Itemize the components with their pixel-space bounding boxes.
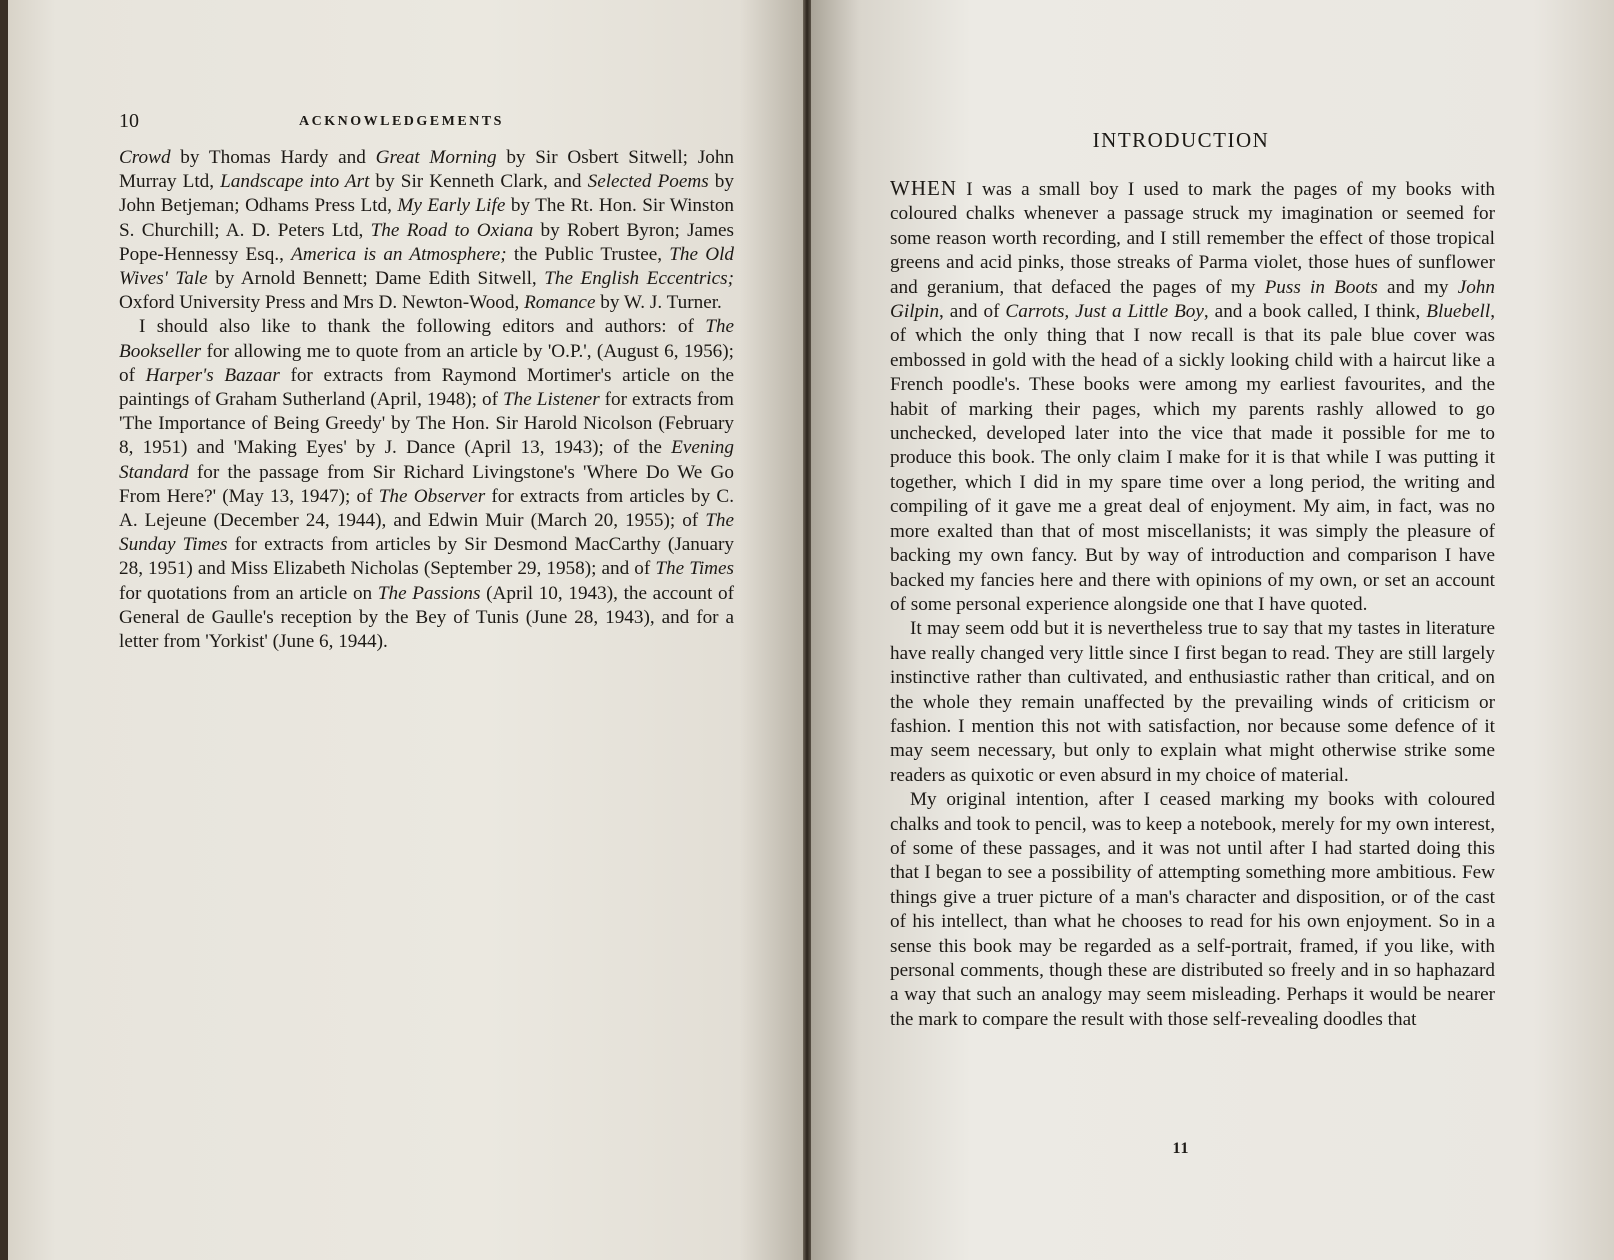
- page-number-right: 11: [1172, 1140, 1190, 1157]
- text-run: It may seem odd but it is nevertheless true to say that my tastes in literature have really changed very little since I first began to read. They are still largely instinctive rather than cultivated, and enthusiastic rather than critical, and on the whole they remain unaffected by the prevailing winds of criticism or fashion. I mention this not with satisfaction, nor because some defence of it may seem necessary, but only to explain what might otherwise strike some readers as quixotic or even absurd in my choice of material.: [890, 618, 1495, 786]
- text-run: by Sir Kenneth Clark, and: [369, 171, 588, 193]
- italic-title: Bluebell: [1426, 301, 1491, 323]
- italic-title: Carrots, Just a Little Boy: [1005, 301, 1204, 323]
- text-run: by Thomas Hardy and: [170, 147, 376, 168]
- text-run: I was a small boy I used to mark the pages of my books with coloured chalks whenever a passage struck my imagination or seemed for some reason worth recording, and I still remember the effect of those tropical greens and acid pinks, those streaks of Parma violet, those hues of sunflower and geranium, that defaced the pages of my: [890, 179, 1495, 298]
- book-gutter: [803, 0, 811, 1260]
- italic-title: America is an Atmosphere;: [291, 243, 507, 265]
- text-run: for the passage from Sir Richard Livingstone's 'Where Do We Go From Here?' (May 13, 1947); of: [119, 461, 734, 507]
- italic-title: The Sunday Times: [119, 510, 734, 556]
- italic-title: The Times: [655, 558, 734, 580]
- text-run: I should also like to thank the following editors and authors: of: [139, 316, 706, 338]
- italic-title: Crowd: [119, 147, 171, 168]
- italic-title: Selected Poems: [587, 171, 709, 193]
- italic-title: The English Eccentrics;: [544, 268, 734, 290]
- page-number-left: 10: [119, 110, 139, 132]
- text-run: by Sir Osbert Sitwell; John Murray Ltd,: [119, 147, 735, 193]
- right-page-text: [890, 176, 1495, 1032]
- text-run: for quotations from an article on: [119, 582, 378, 604]
- opening-word: WHEN: [890, 176, 957, 200]
- italic-title: The Observer: [378, 485, 486, 507]
- text-run: and my: [1377, 276, 1458, 298]
- text-run: for extracts from 'The Importance of Being Greedy' by The Hon. Sir Harold Nicolson (February 8, 1951) and 'Making Eyes' by J. Dance (April 13, 1943); of the: [119, 389, 734, 459]
- italic-title: Landscape into Art: [220, 171, 370, 193]
- italic-title: Great Morning: [375, 147, 497, 168]
- right-paragraph-1: [890, 176, 1495, 617]
- text-run: for allowing me to quote from an article by 'O.P.', (August 6, 1956); of: [119, 340, 734, 386]
- left-page-text: [119, 146, 734, 654]
- running-head: ACKNOWLEDGEMENTS: [299, 114, 504, 129]
- text-run: , and of: [939, 301, 1006, 323]
- chapter-title: INTRODUCTION: [1092, 128, 1270, 152]
- text-run: , and a book called, I think,: [1203, 301, 1427, 323]
- italic-title: The Old Wives' Tale: [119, 243, 735, 290]
- text-run: by Robert Byron; James Pope-Hennessy Esq.,: [119, 219, 734, 265]
- text-run: for extracts from Raymond Mortimer's article on the paintings of Graham Sutherland (April, 1948); of: [119, 364, 734, 411]
- text-run: , of which the only thing that I now recall is that its pale blue cover was embossed in gold with the head of a sickly looking child with a haircut like a French poodle's. These books were among my earliest favourites, and the habit of marking their pages, which my parents rashly allowed to go unchecked, developed later into the vice that made it possible for me to produce this book. The only claim I make for it is that while I was putting it together, which I did in my spare time over a long period, the writing and compiling of it gave me a great deal of enjoyment. My aim, in fact, was no more exalted than that of most miscellanists; it was simply the pleasure of backing my own fancy. But by way of introduction and comparison I have backed my fancies here and there with opinions of my own, or set an account of some personal experience alongside one that I have quoted.: [890, 301, 1496, 615]
- left-paragraph-2: [119, 315, 734, 654]
- italic-title: The Road to Oxiana: [370, 219, 534, 241]
- right-paragraph-2: [890, 617, 1495, 788]
- italic-title: The Listener: [503, 389, 600, 411]
- italic-title: Evening Standard: [119, 437, 734, 483]
- text-run: by The Rt. Hon. Sir Winston S. Churchill; A. D. Peters Ltd,: [119, 195, 735, 241]
- right-paragraph-3: [890, 788, 1495, 1032]
- italic-title: The Bookseller: [119, 316, 734, 362]
- italic-title: Romance: [524, 292, 596, 314]
- text-run: My original intention, after I ceased marking my books with coloured chalks and took to pencil, was to keep a notebook, merely for my own interest, of some of these passages, and it was not until after I had started doing this that I began to see a possibility of attempting something more ambitious. Few things give a truer picture of a man's character and disposition, or of the cast of his intellect, than what he chooses to read for his own enjoyment. So in a sense this book may be regarded as a self-portrait, framed, if you like, with personal comments, though these are distributed so freely and in so haphazard a way that such an analogy may seem misleading. Perhaps it would be nearer the mark to compare the result with those self-revealing doodles that: [890, 789, 1495, 1030]
- text-run: by W. J. Turner.: [595, 292, 722, 314]
- text-run: Oxford University Press and Mrs D. Newton-Wood,: [119, 292, 525, 314]
- text-run: (April 10, 1943), the account of General de Gaulle's reception by the Bey of Tunis (June 28, 1943), and for a letter from 'Yorkist' (June 6, 1944).: [119, 582, 734, 653]
- italic-title: My Early Life: [397, 195, 506, 217]
- italic-title: Puss in Boots: [1264, 276, 1378, 298]
- italic-title: The Passions: [377, 582, 481, 604]
- italic-title: Harper's Bazaar: [145, 364, 280, 386]
- left-paragraph-1: [119, 146, 734, 315]
- text-run: by Arnold Bennett; Dame Edith Sitwell,: [207, 268, 545, 290]
- text-run: for extracts from articles by C. A. Lejeune (December 24, 1944), and Edwin Muir (March 20, 1955); of: [119, 485, 734, 532]
- italic-title: John Gilpin: [890, 276, 1495, 323]
- text-run: the Public Trustee,: [506, 243, 670, 265]
- text-run: for extracts from articles by Sir Desmond MacCarthy (January 28, 1951) and Miss Elizabeth Nicholas (September 29, 1958); and of: [119, 534, 734, 580]
- text-run: by John Betjeman; Odhams Press Ltd,: [119, 171, 734, 217]
- left-page-header: [119, 110, 739, 136]
